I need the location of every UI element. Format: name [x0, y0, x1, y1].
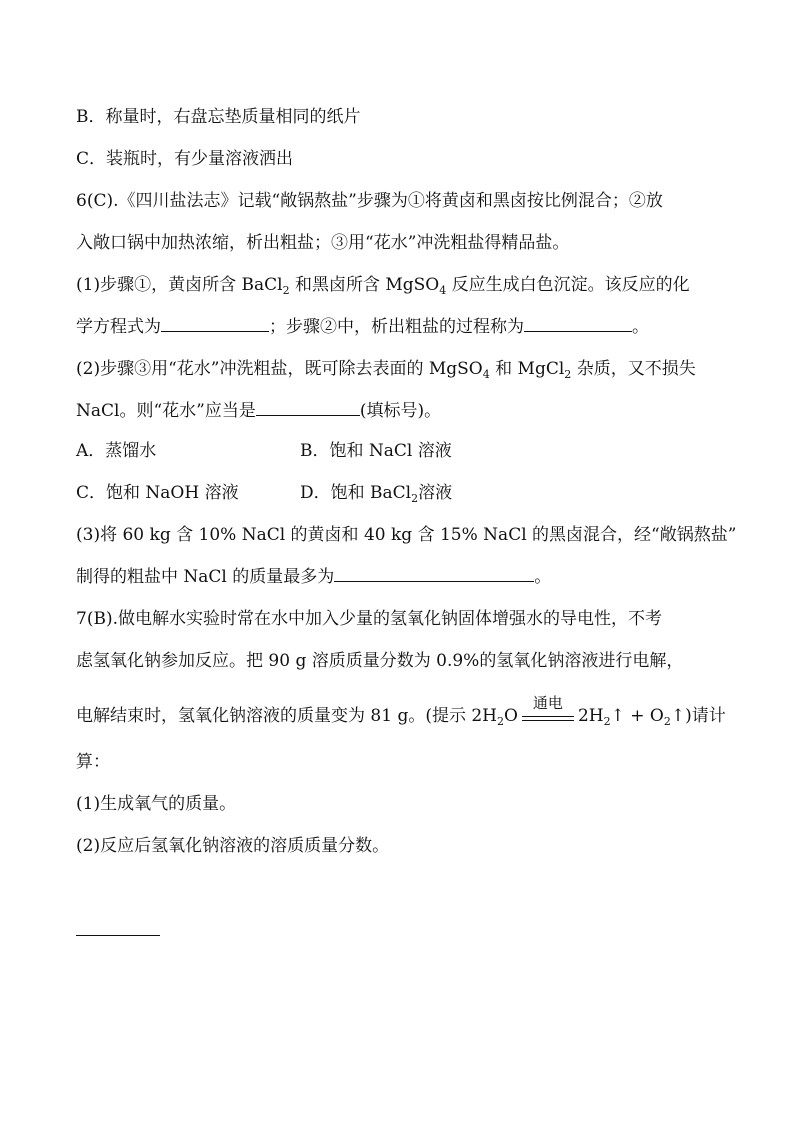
text: 学方程式为 [76, 317, 161, 337]
text: 溶液 [418, 483, 453, 503]
q7-part1: (1)生成氧气的质量。 [76, 794, 237, 814]
text: 和黑卤所含 MgSO [294, 275, 440, 295]
text: O [504, 706, 518, 726]
q6-part1-line1 [76, 273, 690, 297]
q7-part2: (2)反应后氢氧化钠溶液的溶质质量分数。 [76, 836, 390, 856]
q6-part1-line2 [76, 315, 649, 339]
reaction-arrow [522, 694, 574, 727]
text: 。 [534, 567, 552, 587]
text: (1)步骤①，黄卤所含 BaCl [76, 275, 283, 295]
footnote-separator [76, 935, 160, 936]
text: 。 [632, 317, 649, 337]
text: (2)步骤③用“花水”冲洗粗盐，既可除去表面的 MgSO [76, 359, 483, 379]
text: 电解结束时，氢氧化钠溶液的质量变为 81 g。(提示 2H [76, 706, 497, 726]
q7-line4: 算： [76, 752, 110, 772]
subscript: 2 [411, 492, 419, 505]
q7-line3 [76, 694, 726, 728]
text: 和 MgCl [495, 359, 565, 379]
equals-bar [522, 720, 574, 721]
q6-options-row1 [76, 439, 452, 463]
q6-part2-line2 [76, 399, 441, 423]
q5-option-c: C．装瓶时，有少量溶液洒出 [76, 149, 294, 169]
answer-blank[interactable] [334, 565, 534, 582]
q6-part3-line2 [76, 565, 551, 589]
text: ↑ + O [610, 706, 664, 726]
text: 制得的粗盐中 NaCl 的质量最多为 [76, 567, 335, 587]
reaction-condition: 通电 [532, 694, 563, 712]
option-d[interactable] [300, 481, 452, 505]
q6-part3-line1: (3)将 60 kg 含 10% NaCl 的黄卤和 40 kg 含 15% NaCl 的黑卤混合，经“敞锅熬盐” [76, 525, 737, 545]
text: 2H [577, 706, 604, 726]
subscript: 2 [564, 368, 572, 381]
subscript: 4 [482, 368, 490, 381]
subscript: 2 [603, 715, 611, 728]
subscript: 2 [497, 715, 504, 728]
equals-bar [522, 716, 574, 717]
option-b[interactable]: B．饱和 NaCl 溶液 [300, 441, 452, 461]
text: (填标号)。 [359, 401, 442, 421]
text: ↑)请计 [670, 706, 726, 726]
text: NaCl。则“花水”应当是 [76, 401, 256, 421]
answer-blank[interactable] [524, 315, 632, 332]
text: D．饱和 BaCl [300, 483, 412, 503]
q7-line2: 虑氢氧化钠参加反应。把 90 g 溶质质量分数为 0.9%的氢氧化钠溶液进行电解， [76, 651, 684, 671]
option-c[interactable]: C．饱和 NaOH 溶液 [76, 483, 239, 503]
option-a[interactable]: A．蒸馏水 [76, 441, 157, 461]
q6-options-row2 [76, 481, 452, 505]
answer-blank[interactable] [256, 399, 360, 416]
text: ；步骤②中，析出粗盐的过程称为 [269, 317, 524, 337]
subscript: 2 [282, 284, 290, 297]
q5-option-b: B．称量时，右盘忘垫质量相同的纸片 [76, 107, 361, 127]
q6-stem-line1: 6(C).《四川盐法志》记载“敞锅熬盐”步骤为①将黄卤和黑卤按比例混合；②放 [76, 191, 663, 211]
q7-line1: 7(B).做电解水实验时常在水中加入少量的氢氧化钠固体增强水的导电性，不考 [76, 609, 662, 629]
q6-stem-line2: 入敞口锅中加热浓缩，析出粗盐；③用“花水”冲洗粗盐得精品盐。 [76, 233, 570, 253]
subscript: 4 [439, 284, 447, 297]
subscript: 2 [663, 715, 671, 728]
text: 反应生成白色沉淀。该反应的化 [451, 275, 690, 295]
q6-part2-line1 [76, 357, 696, 381]
answer-blank[interactable] [161, 315, 269, 332]
text: 杂质，又不损失 [576, 359, 696, 379]
